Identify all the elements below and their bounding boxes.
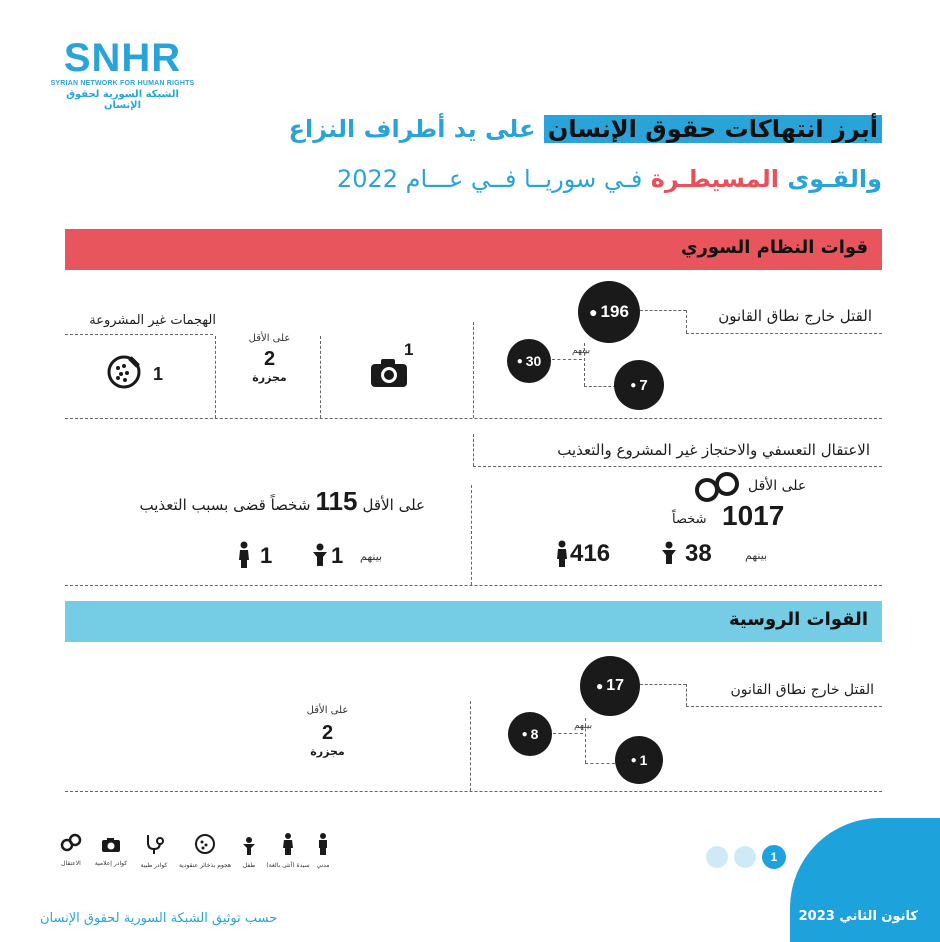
- torture-suffix: شخصاً قضى بسبب التعذيب: [139, 496, 311, 514]
- legend-medical-caption: كوادر طبية: [140, 862, 168, 869]
- title-line2-c: فـي سوريــا فــي عـــام 2022: [336, 165, 643, 193]
- page-dot[interactable]: [706, 846, 728, 868]
- massacres-block: [222, 333, 317, 384]
- legend-detention: [56, 833, 86, 867]
- divider: [686, 684, 687, 706]
- torture-women: 1: [260, 543, 273, 568]
- russia-massacres-at-least: على الأقل: [306, 705, 349, 716]
- section-title-regime: قوات النظام السوري: [680, 237, 868, 258]
- torture-prefix: على الأقل: [362, 496, 425, 514]
- divider: [686, 333, 882, 334]
- legend-child-caption: طفل: [242, 862, 256, 869]
- child-icon: ●: [521, 728, 528, 740]
- label-extrajudicial: القتل خارج نطاق القانون: [718, 307, 872, 325]
- civilian-icon: [317, 833, 329, 855]
- woman-icon: ●: [630, 379, 637, 391]
- legend-media: [92, 833, 130, 867]
- divider: [640, 310, 686, 311]
- stat-circle-russia-women: [615, 736, 663, 784]
- media-count: 1: [404, 340, 414, 359]
- massacres-unit: مجزرة: [252, 371, 287, 384]
- child-icon: [311, 543, 329, 567]
- torture-among-label: بينهم: [360, 550, 383, 563]
- legend-cluster-caption: هجوم بذخائر عنقودية: [178, 862, 232, 869]
- camera-icon: [101, 837, 121, 853]
- detention-at-least: على الأقل: [748, 478, 807, 494]
- torture-total: 115: [315, 486, 358, 516]
- stat-circle-women: [614, 360, 664, 410]
- unlawful-attacks-count: 1: [153, 364, 164, 384]
- title-line2-b: المسيطـرة: [650, 165, 779, 193]
- detention-women: 416: [570, 540, 611, 567]
- killed-children: 30: [525, 353, 542, 369]
- divider: [320, 336, 321, 418]
- torture-line: [140, 486, 426, 517]
- stat-circle-children: [507, 339, 551, 383]
- logo-english-name: SYRIAN NETWORK FOR HUMAN RIGHTS: [50, 80, 195, 87]
- divider: [473, 466, 882, 467]
- russia-killed-children: 8: [530, 726, 539, 742]
- stat-circle-russia-killed: [580, 656, 640, 716]
- section-banner-regime: [65, 229, 882, 270]
- section-title-russia: القوات الروسية: [729, 609, 868, 630]
- detention-unit: شخصاً: [672, 512, 707, 527]
- woman-icon: [237, 541, 251, 569]
- handcuffs-icon: [60, 833, 82, 853]
- logo-arabic-name: الشبكة السورية لحقوق الإنسان: [66, 89, 179, 111]
- legend-civilian-caption: مدني: [316, 862, 330, 869]
- divider: [640, 684, 686, 685]
- title-line2-a: والقـوى: [787, 165, 882, 193]
- cluster-munition-icon: [194, 833, 216, 855]
- divider: [215, 336, 216, 418]
- detention-children: 38: [685, 540, 712, 567]
- legend-cluster: [178, 833, 232, 869]
- divider: [686, 706, 882, 707]
- page-dot[interactable]: [734, 846, 756, 868]
- divider: [473, 322, 474, 418]
- among-label: بينهم: [572, 346, 591, 356]
- divider: [65, 418, 882, 419]
- russia-among-label: بينهم: [574, 721, 593, 731]
- divider: [584, 343, 585, 386]
- footer-source: حسب توثيق الشبكة السورية لحقوق الإنسان: [40, 911, 278, 926]
- detention-total: 1017: [722, 500, 785, 531]
- divider: [585, 763, 615, 764]
- divider: [585, 718, 586, 763]
- killed-total: 196: [600, 302, 629, 321]
- russia-massacres-unit: مجزرة: [310, 745, 345, 758]
- divider: [65, 585, 882, 586]
- legend-medical: [136, 833, 172, 869]
- logo-mark: SNHR: [63, 36, 182, 80]
- stethoscope-icon: [143, 833, 165, 855]
- page-title-line2: [337, 165, 882, 193]
- handcuffs-icon: [693, 470, 741, 504]
- section-banner-russia: [65, 601, 882, 642]
- divider: [552, 359, 582, 360]
- legend-woman: [265, 833, 311, 869]
- legend-child: [238, 833, 260, 869]
- russia-killed-women: 1: [639, 752, 648, 768]
- camera-icon: [370, 358, 410, 388]
- footer-date: كانون الثاني 2023: [798, 909, 918, 924]
- detention-among-label: بينهم: [745, 549, 768, 562]
- legend-civilian: [312, 833, 334, 869]
- russia-massacres-count: 2: [321, 722, 334, 744]
- child-icon: ●: [516, 355, 523, 367]
- massacres-count: 2: [263, 348, 276, 370]
- cluster-munition-icon: [106, 354, 142, 390]
- russia-massacres-block: [280, 705, 375, 758]
- page-number[interactable]: 1: [762, 845, 786, 869]
- label-detention: الاعتقال التعسفي والاحتجاز غير المشروع والتعذيب: [557, 441, 870, 459]
- torture-children: 1: [331, 543, 344, 568]
- divider: [553, 733, 583, 734]
- title-line1-rest: على يد أطراف النزاع: [288, 115, 536, 143]
- legend-woman-caption: سيدة (أنثى بالغة): [266, 862, 310, 869]
- woman-icon: ●: [630, 754, 637, 766]
- snhr-logo: [50, 36, 195, 111]
- divider: [470, 701, 471, 791]
- divider: [471, 485, 472, 585]
- legend-media-caption: كوادر إعلامية: [94, 860, 128, 867]
- civilian-icon: ●: [595, 679, 604, 693]
- woman-icon: [282, 833, 294, 855]
- label-unlawful-attacks: الهجمات غير المشروعة: [89, 313, 216, 328]
- divider: [584, 386, 616, 387]
- page-title-line1: [289, 115, 882, 143]
- russia-killed-total: 17: [606, 677, 625, 694]
- title-highlight: أبرز انتهاكات حقوق الإنسان: [544, 115, 882, 143]
- woman-icon: [555, 540, 569, 568]
- massacres-at-least: على الأقل: [248, 333, 291, 344]
- divider: [686, 310, 687, 333]
- civilian-icon: ●: [589, 304, 598, 320]
- stat-circle-killed: [578, 281, 640, 343]
- divider: [65, 791, 882, 792]
- label-russia-extrajudicial: القتل خارج نطاق القانون: [730, 682, 874, 698]
- child-icon: [660, 541, 678, 565]
- divider: [65, 334, 213, 335]
- legend-detention-caption: الاعتقال: [61, 860, 81, 867]
- killed-women: 7: [639, 376, 648, 394]
- stat-circle-russia-children: [508, 712, 552, 756]
- divider: [473, 434, 474, 466]
- child-icon: [242, 837, 256, 855]
